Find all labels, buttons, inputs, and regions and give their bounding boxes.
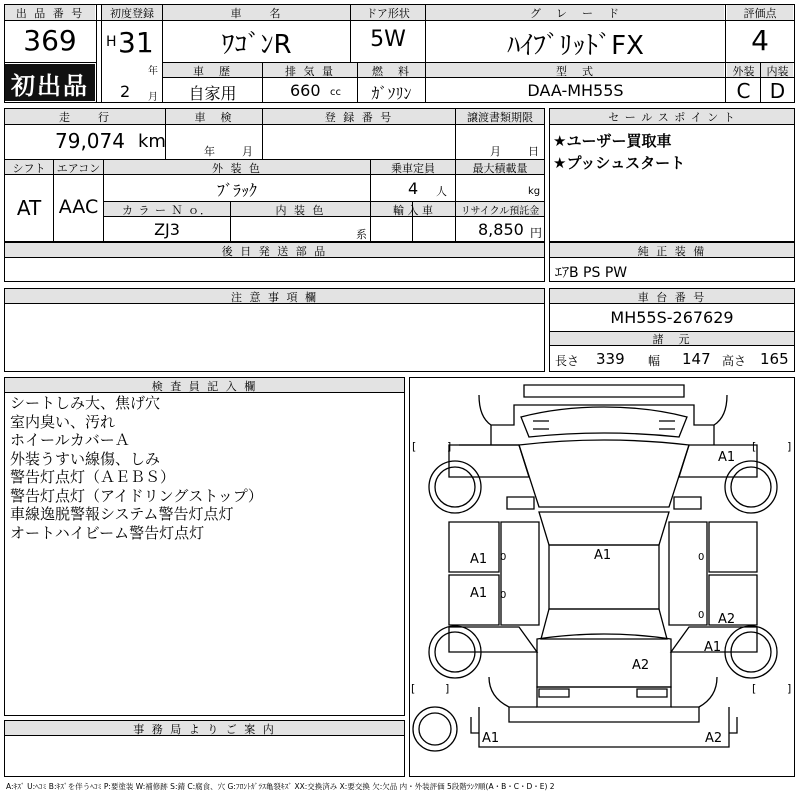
inspection-year-unit: 年 xyxy=(204,145,215,158)
model-code: DAA-MH55S xyxy=(527,81,624,100)
history-header: 車 歴 xyxy=(193,65,232,78)
mileage-unit: km xyxy=(138,131,166,152)
diagram-bracket: [ xyxy=(752,440,757,453)
damage-mark: A1 xyxy=(704,640,722,655)
recycle-unit: 円 xyxy=(530,226,543,240)
genuine-equipment: ｴｱB PS PW xyxy=(555,265,628,281)
recycle-fee: 8,850 xyxy=(478,220,524,239)
aircon-header: エアコン xyxy=(56,162,101,175)
damage-mark: A2 xyxy=(705,731,723,746)
sales-points-header: セ ー ル ス ポ イ ン ト xyxy=(608,111,736,124)
mileage-header: 走 行 xyxy=(59,111,111,124)
score: 4 xyxy=(751,24,769,57)
inspector-note: 外装うすい線傷、しみ xyxy=(10,449,161,468)
shift-header: シフト xyxy=(12,162,46,175)
mileage: 79,074 xyxy=(55,129,125,153)
notes-header: 注 意 事 項 欄 xyxy=(231,291,318,304)
inspector-note: ホイールカバーＡ xyxy=(10,431,130,449)
fuel: ｶﾞｿﾘﾝ xyxy=(371,84,412,103)
diagram-zero: 0 xyxy=(698,552,705,563)
damage-mark: A1 xyxy=(470,552,488,567)
first-reg-header: 初度登録 xyxy=(110,7,154,20)
lot-number: 369 xyxy=(23,24,77,57)
legend: A:ｷｽﾞ U:ﾍｺﾐ B:ｷｽﾞを伴うﾍｺﾐ P:要塗装 W:補修跡 S:錆 C:腐食、穴 G:ﾌﾛﾝﾄｶﾞﾗｽ亀裂ｷｽﾞ XX:交換済み X:要交換 欠:欠品 内・外装評価 5段階ﾗﾝｸ順(A・B・C・D・E) 2 xyxy=(6,782,555,791)
recycle-header: リサイクル預託金 xyxy=(460,206,540,217)
interior-header: 内装 xyxy=(766,65,789,78)
chassis-header: 車 台 番 号 xyxy=(637,291,707,304)
height: 165 xyxy=(760,350,789,368)
inspector-note: オートハイビーム警告灯点灯 xyxy=(10,523,205,542)
capacity-unit: 人 xyxy=(436,185,447,198)
diagram-bracket: ] xyxy=(787,682,792,695)
diagram-bracket: [ xyxy=(411,682,416,695)
inspector-notes xyxy=(10,394,263,542)
import-header: 輸 入 車 xyxy=(393,204,433,217)
diagram-zero: 0 xyxy=(698,610,705,621)
shift: AT xyxy=(16,196,42,220)
reg-year-unit: 年 xyxy=(148,66,158,77)
diagram-bracket: ] xyxy=(447,440,452,453)
sales-points-section xyxy=(549,108,795,242)
history: 自家用 xyxy=(188,84,237,103)
inspection-month-unit: 月 xyxy=(242,145,253,158)
color-no-header: カ ラ ー Ｎ ｏ． xyxy=(122,204,212,217)
inspector-note: 警告灯点灯（ＡＥＢＳ） xyxy=(10,468,176,486)
deadline-day-unit: 日 xyxy=(528,145,539,158)
grade: ﾊｲﾌﾞﾘｯﾄﾞFX xyxy=(507,31,644,61)
inspector-note: シートしみ大、焦げ穴 xyxy=(10,394,161,412)
lot-no-header: 出 品 番 号 xyxy=(15,7,85,20)
damage-mark: A1 xyxy=(482,731,500,746)
body-color-header: 外 装 色 xyxy=(212,162,262,175)
diagram-zero: 0 xyxy=(500,590,507,601)
deadline-month-unit: 月 xyxy=(490,145,501,158)
office-header: 事 務 局 よ り ご 案 内 xyxy=(133,723,276,736)
car-diagram-drawing xyxy=(409,377,795,777)
later-parts-header: 後 日 発 送 部 品 xyxy=(221,245,328,258)
inspector-note: 車線逸脱警報システム警告灯点灯 xyxy=(10,505,234,523)
inspector-header: 検 査 員 記 入 欄 xyxy=(151,380,258,393)
damage-mark: A1 xyxy=(594,548,612,563)
aircon: AAC xyxy=(58,196,99,218)
interior-color-suffix: 系 xyxy=(356,228,367,241)
displacement-header: 排 気 量 xyxy=(285,65,335,78)
inspection-header: 車 検 xyxy=(194,111,234,124)
diagram-bracket: [ xyxy=(412,440,417,453)
transfer-deadline-header: 譲渡書類期限 xyxy=(467,111,533,124)
dimensions-header: 諸 元 xyxy=(652,333,692,346)
exterior-header: 外装 xyxy=(732,65,755,78)
height-label: 高さ xyxy=(722,354,747,368)
diagram-bracket: [ xyxy=(752,682,757,695)
inspector-note: 室内臭い、汚れ xyxy=(10,412,116,431)
fuel-header: 燃 料 xyxy=(372,65,411,78)
first-listing-text: 初出品 xyxy=(11,72,89,100)
doors-header: ドア形状 xyxy=(366,7,410,20)
length-label: 長さ xyxy=(555,354,580,368)
capacity-header: 乗車定員 xyxy=(391,162,435,175)
diagram-bracket: ] xyxy=(445,682,450,695)
reg-no-header: 登 録 番 号 xyxy=(324,111,394,124)
max-load-header: 最大積載量 xyxy=(472,162,528,175)
exterior-grade: C xyxy=(736,79,751,103)
reg-month: 2 xyxy=(120,82,131,101)
car-name-header: 車 名 xyxy=(230,7,283,20)
width-label: 幅 xyxy=(648,354,661,368)
damage-mark: A2 xyxy=(632,658,650,673)
reg-year: 31 xyxy=(118,26,154,59)
score-header: 評価点 xyxy=(743,7,777,20)
damage-mark: A1 xyxy=(470,586,488,601)
displacement-unit: cc xyxy=(330,87,341,98)
interior-color-header: 内 装 色 xyxy=(275,204,326,217)
sales-point-1: ★ユーザー買取車 xyxy=(553,132,672,150)
displacement: 660 xyxy=(290,81,321,100)
color-no: ZJ3 xyxy=(154,220,180,239)
doors: 5W xyxy=(370,27,406,52)
diagram-bracket: ] xyxy=(787,440,792,453)
car-name: ﾜｺﾞﾝR xyxy=(221,30,292,60)
body-color: ﾌﾞﾗｯｸ xyxy=(216,181,257,200)
model-code-header: 型 式 xyxy=(556,65,595,78)
sales-point-2: ★プッシュスタート xyxy=(553,154,686,172)
genuine-equipment-header: 純 正 装 備 xyxy=(637,245,707,258)
chassis-no: MH55S-267629 xyxy=(610,308,734,327)
inspector-note: 警告灯点灯（アイドリングストップ） xyxy=(10,486,263,505)
width: 147 xyxy=(682,350,711,368)
interior-grade: D xyxy=(769,79,786,103)
grade-header: グ レ ー ド xyxy=(530,7,621,20)
era: H xyxy=(106,34,117,50)
length: 339 xyxy=(596,350,625,368)
capacity: 4 xyxy=(408,179,419,198)
reg-month-unit: 月 xyxy=(148,92,158,103)
damage-mark: A1 xyxy=(718,450,736,465)
max-load-unit: kg xyxy=(528,186,541,197)
damage-mark: A2 xyxy=(718,612,736,627)
diagram-zero: 0 xyxy=(500,552,507,563)
